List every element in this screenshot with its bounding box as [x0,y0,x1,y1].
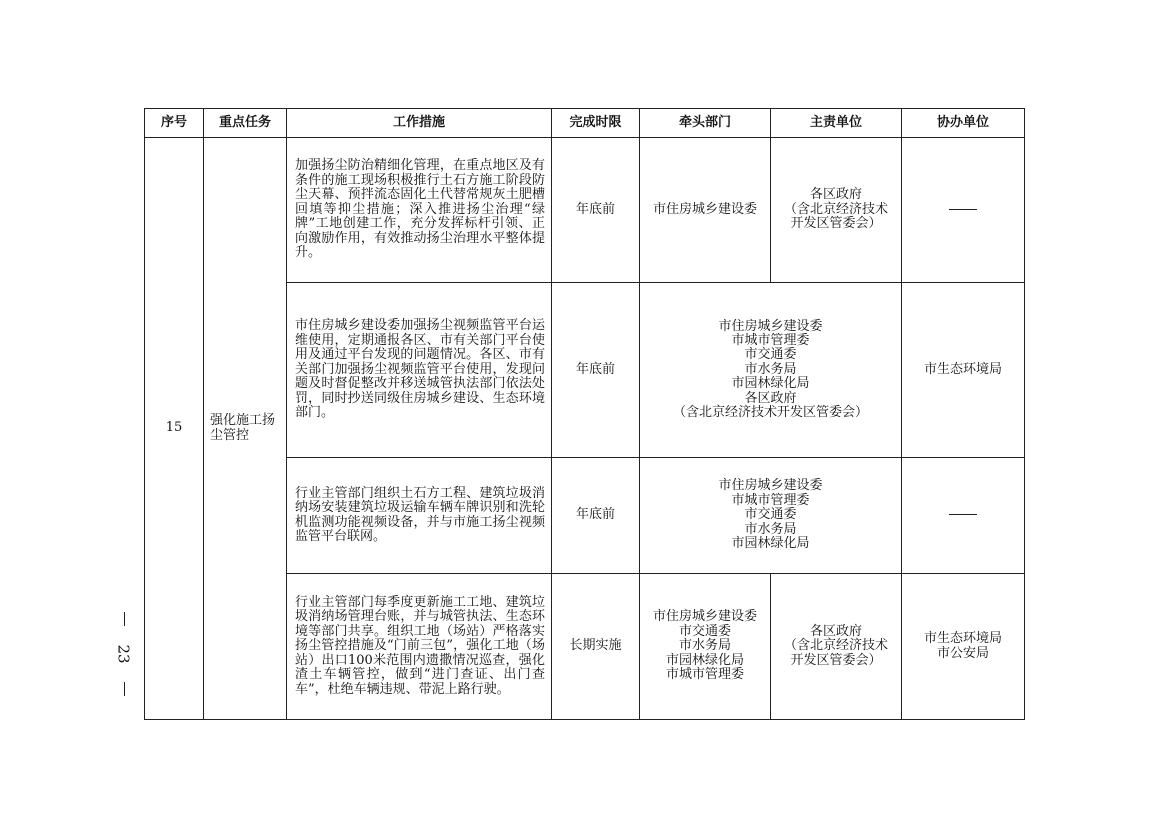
work-measure: 加强扬尘防治精细化管理，在重点地区及有条件的施工现场积极推行土石方施工阶段防尘天幕、预拌流态固化土代替常规灰土肥槽回填等抑尘措施；深入推进扬尘治理“绿牌”工地创建工作，充分发挥标杆引领、正向激励作用，有效推动扬尘治理水平整体提升。 [287,138,552,283]
lead-department: 市住房城乡建设委 市交通委 市水务局 市园林绿化局 市城市管理委 [640,574,771,720]
header-task: 重点任务 [204,109,287,138]
assist-unit-none [902,138,1025,283]
header-no: 序号 [145,109,204,138]
key-task: 强化施工扬尘管控 [204,138,287,720]
deadline: 年底前 [552,283,640,458]
page-number: 23 [115,644,133,664]
responsible-unit: 各区政府 （含北京经济技术 开发区管委会） [771,574,902,720]
lead-responsible-units: 市住房城乡建设委 市城市管理委 市交通委 市水务局 市园林绿化局 各区政府 （含北京经济技术开发区管委会） [640,283,902,458]
header-responsible: 主责单位 [771,109,902,138]
deadline: 年底前 [552,458,640,574]
assist-unit: 市生态环境局 [902,283,1025,458]
dash-line [949,514,977,515]
page-number-marker [112,612,136,696]
assist-unit: 市生态环境局 市公安局 [902,574,1025,720]
work-measure: 市住房城乡建设委加强扬尘视频监管平台运维使用，定期通报各区、市有关部门平台使用及通过平台发现的问题情况。各区、市有关部门加强扬尘视频监管平台使用，发现问题及时督促整改并移送城管执法部门依法处罚，同时抄送同级住房城乡建设、生态环境部门。 [287,283,552,458]
header-measure: 工作措施 [287,109,552,138]
dash-line [949,209,977,210]
task-table [144,108,1025,720]
header-lead: 牵头部门 [640,109,771,138]
deadline: 年底前 [552,138,640,283]
lead-responsible-units: 市住房城乡建设委 市城市管理委 市交通委 市水务局 市园林绿化局 [640,458,902,574]
header-deadline: 完成时限 [552,109,640,138]
lead-department: 市住房城乡建设委 [640,138,771,283]
header-assist: 协办单位 [902,109,1025,138]
item-number: 15 [145,138,204,720]
page-number-dash-top [124,612,125,626]
work-measure: 行业主管部门组织土石方工程、建筑垃圾消纳场安装建筑垃圾运输车辆车牌识别和洗轮机监测功能视频设备，并与市施工扬尘视频监管平台联网。 [287,458,552,574]
table-header-row [145,109,1025,138]
responsible-unit: 各区政府 （含北京经济技术 开发区管委会） [771,138,902,283]
table-row [145,138,1025,283]
deadline: 长期实施 [552,574,640,720]
assist-unit-none [902,458,1025,574]
page-number-dash-bottom [124,682,125,696]
work-measure: 行业主管部门每季度更新施工工地、建筑垃圾消纳场管理台账，并与城管执法、生态环境等部门共享。组织工地（场站）严格落实扬尘管控措施及“门前三包”，强化工地（场站）出口100米范围内遗撒情况巡查，强化渣土车辆管控，做到“进门查证、出门查车”，杜绝车辆违规、带泥上路行驶。 [287,574,552,720]
